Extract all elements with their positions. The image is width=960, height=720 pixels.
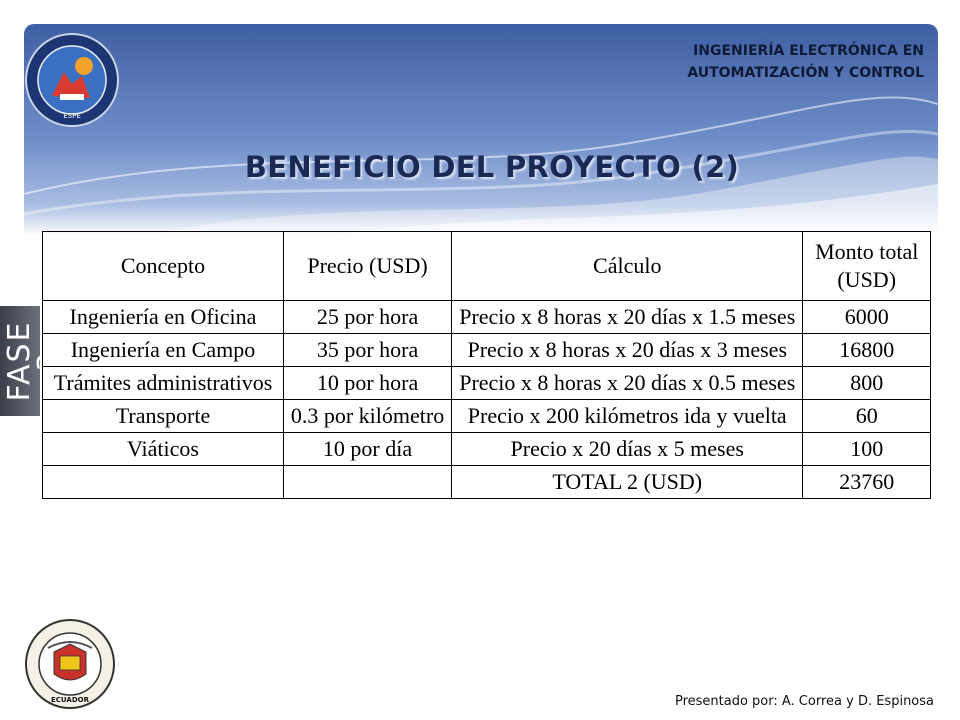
institution-name xyxy=(604,40,924,84)
university-seal-icon xyxy=(24,618,116,710)
cell-monto: 60 xyxy=(803,400,931,433)
cell-calculo: Precio x 200 kilómetros ida y vuelta xyxy=(452,400,803,433)
cell-concepto: Ingeniería en Campo xyxy=(43,334,284,367)
cell-concepto: Ingeniería en Oficina xyxy=(43,301,284,334)
cell-concepto: Viáticos xyxy=(43,433,284,466)
cell-calculo: Precio x 8 horas x 20 días x 3 meses xyxy=(452,334,803,367)
cell-monto: 16800 xyxy=(803,334,931,367)
header-precio: Precio (USD) xyxy=(283,232,451,301)
cell-precio: 10 por día xyxy=(283,433,451,466)
presenter-credit: Presentado por: A. Correa y D. Espinosa xyxy=(674,694,934,709)
cell-concepto: Transporte xyxy=(43,400,284,433)
cell-precio xyxy=(283,466,451,499)
cell-precio: 0.3 por kilómetro xyxy=(283,400,451,433)
table-row xyxy=(43,367,931,400)
cell-monto: 100 xyxy=(803,433,931,466)
table-row xyxy=(43,334,931,367)
cell-total-value: 23760 xyxy=(803,466,931,499)
cell-calculo: Precio x 20 días x 5 meses xyxy=(452,433,803,466)
cell-concepto xyxy=(43,466,284,499)
cell-precio: 25 por hora xyxy=(283,301,451,334)
cell-calculo: Precio x 8 horas x 20 días x 0.5 meses xyxy=(452,367,803,400)
side-tab-label: FASE 3 xyxy=(2,320,67,402)
header-concepto: Concepto xyxy=(43,232,284,301)
table-row xyxy=(43,400,931,433)
header-calculo: Cálculo xyxy=(452,232,803,301)
header-monto xyxy=(803,232,931,301)
cell-monto: 6000 xyxy=(803,301,931,334)
svg-text:ESPE: ESPE xyxy=(63,112,81,120)
institution-line-2: AUTOMATIZACIÓN Y CONTROL xyxy=(687,65,924,81)
institution-line-1: INGENIERÍA ELECTRÓNICA EN xyxy=(693,43,924,59)
slide-title: BENEFICIO DEL PROYECTO (2) xyxy=(244,150,740,184)
cell-monto: 800 xyxy=(803,367,931,400)
cell-precio: 10 por hora xyxy=(283,367,451,400)
benefit-table xyxy=(42,231,931,499)
department-logo-icon xyxy=(24,32,120,128)
table-row xyxy=(43,433,931,466)
header-monto-text: Monto total (USD) xyxy=(815,239,919,292)
cell-precio: 35 por hora xyxy=(283,334,451,367)
table-total-row xyxy=(43,466,931,499)
table-row xyxy=(43,301,931,334)
cell-total-label: TOTAL 2 (USD) xyxy=(452,466,803,499)
cell-concepto: Trámites administrativos xyxy=(43,367,284,400)
svg-text:ECUADOR: ECUADOR xyxy=(51,696,89,704)
cell-calculo: Precio x 8 horas x 20 días x 1.5 meses xyxy=(452,301,803,334)
table-header-row xyxy=(43,232,931,301)
